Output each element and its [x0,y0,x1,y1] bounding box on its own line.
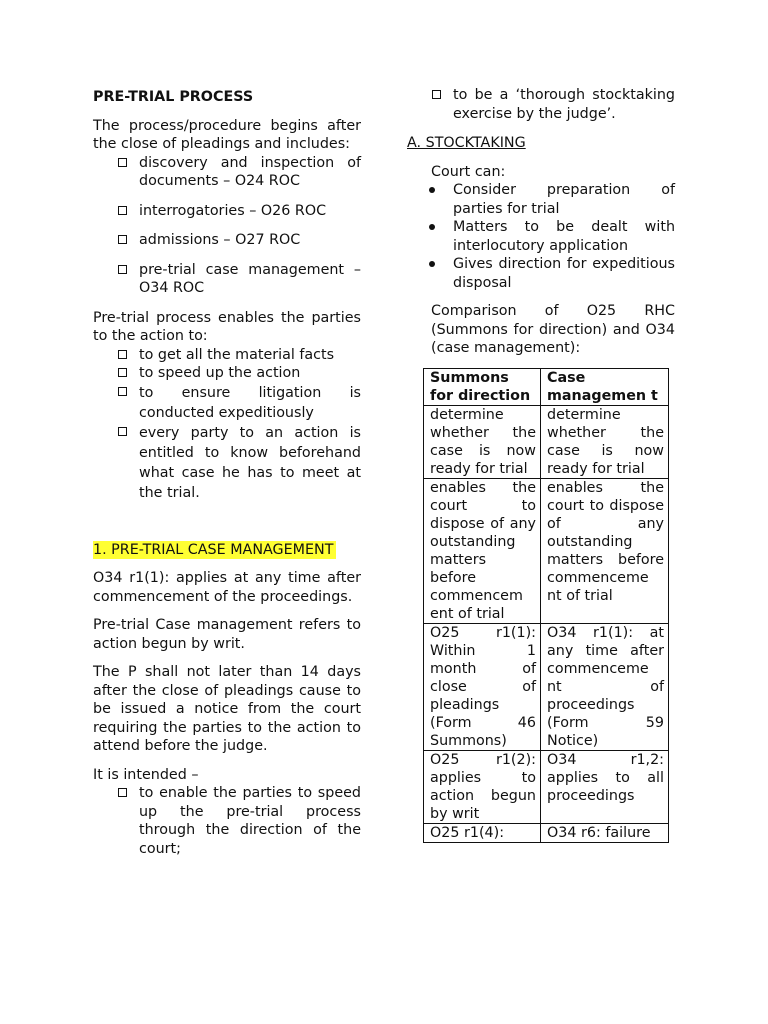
checkbox-icon [118,387,127,396]
table-header: Summons for direction [424,368,541,405]
table-cell: determine whether the case is now ready for trial [424,405,541,478]
list-item: Matters to be dealt with interlocutory application [407,218,675,255]
intended-list [93,784,361,858]
list-item: every party to an action is entitled to know beforehand what case he has to meet at the trial. [93,423,361,503]
checkbox-icon [118,788,127,797]
court-can-label: Court can: [431,163,506,180]
table-cell: O25 r1(4): [424,823,541,842]
checkbox-icon [118,206,127,215]
table-cell: enables the court to dispose of any outstanding matters before commenceme nt of trial [541,478,669,623]
table-row [424,478,669,623]
list-item: interrogatories – O26 ROC [93,202,361,221]
list-item: to ensure litigation is conducted expeditiously [93,383,361,423]
list-item: to speed up the action [93,364,361,383]
section-heading: 1. PRE-TRIAL CASE MANAGEMENT [93,541,361,560]
left-column [93,86,361,858]
table-cell: O34 r1,2: applies to all proceedings [541,750,669,823]
list-item: admissions – O27 ROC [93,231,361,250]
table-row [424,750,669,823]
table-cell: determine whether the case is now ready for trial [541,405,669,478]
list-item: Gives direction for expeditious disposal [407,255,675,292]
list-item: Consider preparation of parties for trial [407,181,675,218]
court-can-list [407,181,675,292]
table-cell: O34 r6: failure [541,823,669,842]
right-column [407,86,675,843]
intro-paragraph: The process/procedure begins after the close of pleadings and includes: [93,117,361,152]
checkbox-icon [118,427,127,436]
table-header-row [424,368,669,405]
table-row [424,405,669,478]
table-cell: O25 r1(1): Within 1 month of close of pleadings (Form 46 Summons) [424,623,541,750]
checkbox-icon [118,368,127,377]
enables-list [93,346,361,503]
table-row [424,623,669,750]
enables-paragraph: Pre-trial process enables the parties to the action to: [93,309,361,344]
table-cell: O25 r1(2): applies to action begun by writ [424,750,541,823]
table-cell: enables the court to dispose of any outstanding matters before commencem ent of trial [424,478,541,623]
includes-list [93,154,361,298]
bullet-icon [429,187,435,193]
comparison-table [423,368,669,843]
bullet-icon [429,261,435,267]
bullet-icon [429,224,435,230]
list-item: to get all the material facts [93,346,361,365]
table-header: Case managemen t [541,368,669,405]
list-item: pre-trial case management – O34 ROC [93,261,361,298]
checkbox-icon [118,265,127,274]
checkbox-icon [118,158,127,167]
checkbox-icon [432,90,441,99]
stocktaking-heading: A. STOCKTAKING [407,135,526,151]
table-row [424,823,669,842]
table-cell: O34 r1(1): at any time after commenceme nt of proceedings (Form 59 Notice) [541,623,669,750]
o34-paragraph: O34 r1(1): applies at any time after commencement of the proceedings. [93,570,361,605]
list-item: to enable the parties to speed up the pre-trial process through the direction of the court; [93,784,361,858]
comparison-paragraph: Comparison of O25 RHC (Summons for direction) and O34 (case management): [431,303,675,356]
list-item: discovery and inspection of documents – O24 ROC [93,154,361,191]
continued-list [407,86,675,123]
checkbox-icon [118,235,127,244]
notice-paragraph: The P shall not later than 14 days after the close of pleadings cause to be issued a notice from the court requiring the parties to the action to attend before the judge. [93,664,361,754]
intended-paragraph: It is intended – [93,766,199,783]
list-item: to be a ‘thorough stocktaking exercise by the judge’. [407,86,675,123]
checkbox-icon [118,350,127,359]
case-management-paragraph: Pre-trial Case management refers to action begun by writ. [93,617,361,652]
page-title: PRE-TRIAL PROCESS [93,89,254,105]
